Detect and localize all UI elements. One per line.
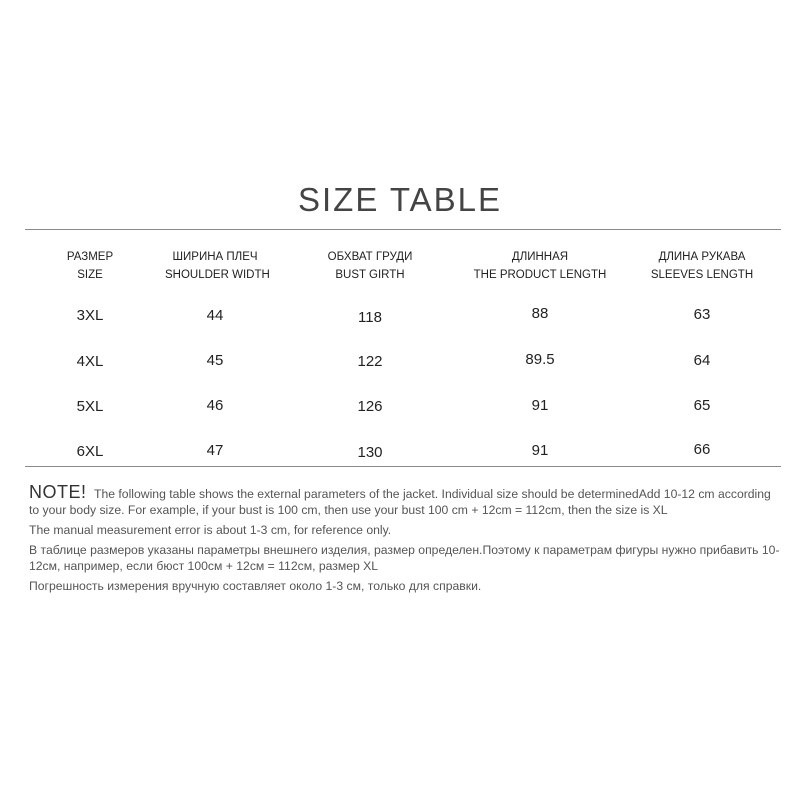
header-size-en: SIZE <box>77 269 103 281</box>
header-shoulder-en: SHOULDER WIDTH <box>165 269 270 281</box>
note-label: NOTE <box>29 482 82 502</box>
cell-length: 88 <box>531 305 549 322</box>
header-sleeves-en: SLEEVES LENGTH <box>650 269 754 281</box>
header-length-en: THE PRODUCT LENGTH <box>473 269 607 281</box>
header-bust-ru: ОБХВАТ ГРУДИ <box>327 251 413 263</box>
header-bust-en: BUST GIRTH <box>335 269 405 281</box>
table-row <box>25 353 781 373</box>
cell-length: 91 <box>531 442 549 459</box>
header-size-ru: РАЗМЕР <box>66 251 114 263</box>
table-row <box>25 307 781 327</box>
cell-bust: 126 <box>357 398 383 415</box>
header-size <box>45 248 135 284</box>
header-sleeves-length <box>645 248 759 284</box>
header-shoulder-width <box>165 248 270 284</box>
header-shoulder-ru: ШИРИНА ПЛЕЧ <box>172 251 258 263</box>
header-length-ru: ДЛИННАЯ <box>511 251 569 263</box>
cell-bust: 130 <box>357 444 383 461</box>
cell-size: 5XL <box>76 398 104 415</box>
cell-length: 91 <box>531 397 549 414</box>
exclamation-icon: ! <box>81 482 87 502</box>
cell-bust: 122 <box>357 353 383 370</box>
table-top-rule <box>25 229 781 230</box>
table-row <box>25 443 781 463</box>
cell-shoulder: 45 <box>206 352 224 369</box>
cell-length: 89.5 <box>525 351 555 368</box>
note-error-ru: Погрешность измерения вручную составляет около 1-3 см, только для справки. <box>29 579 482 593</box>
header-sleeves-ru: ДЛИНА РУКАВА <box>658 251 746 263</box>
cell-bust: 118 <box>358 309 382 326</box>
cell-size: 6XL <box>76 443 104 460</box>
cell-shoulder: 44 <box>206 307 224 324</box>
cell-sleeves: 65 <box>693 397 711 414</box>
header-bust-girth <box>315 248 425 284</box>
note-text-en: The following table shows the external parameters of the jacket. Individual size should be determinedAdd 10-12 cm according to your body size. For example, if your bust is 100 cm, then use your bust 100 cm + 12cm = 112cm, then the size is XL <box>29 487 771 517</box>
table-bottom-rule <box>25 466 781 467</box>
cell-sleeves: 66 <box>693 441 711 458</box>
header-product-length <box>465 248 615 284</box>
note-error-en: The manual measurement error is about 1-3 cm, for reference only. <box>29 523 392 537</box>
table-row <box>25 398 781 418</box>
cell-shoulder: 47 <box>206 442 224 459</box>
cell-size: 3XL <box>76 307 104 324</box>
note-paragraph-en <box>29 484 784 518</box>
cell-sleeves: 63 <box>693 306 711 323</box>
cell-size: 4XL <box>76 353 104 370</box>
page-title: SIZE TABLE <box>297 181 502 218</box>
cell-sleeves: 64 <box>693 352 711 369</box>
notes-section <box>29 484 784 598</box>
cell-shoulder: 46 <box>206 397 224 414</box>
note-paragraph-ru: В таблице размеров указаны параметры внешнего изделия, размер определен.Поэтому к параметрам фигуры нужно прибавить 10-12см, например, если бюст 100см + 12см = 112см, размер XL <box>29 543 780 573</box>
